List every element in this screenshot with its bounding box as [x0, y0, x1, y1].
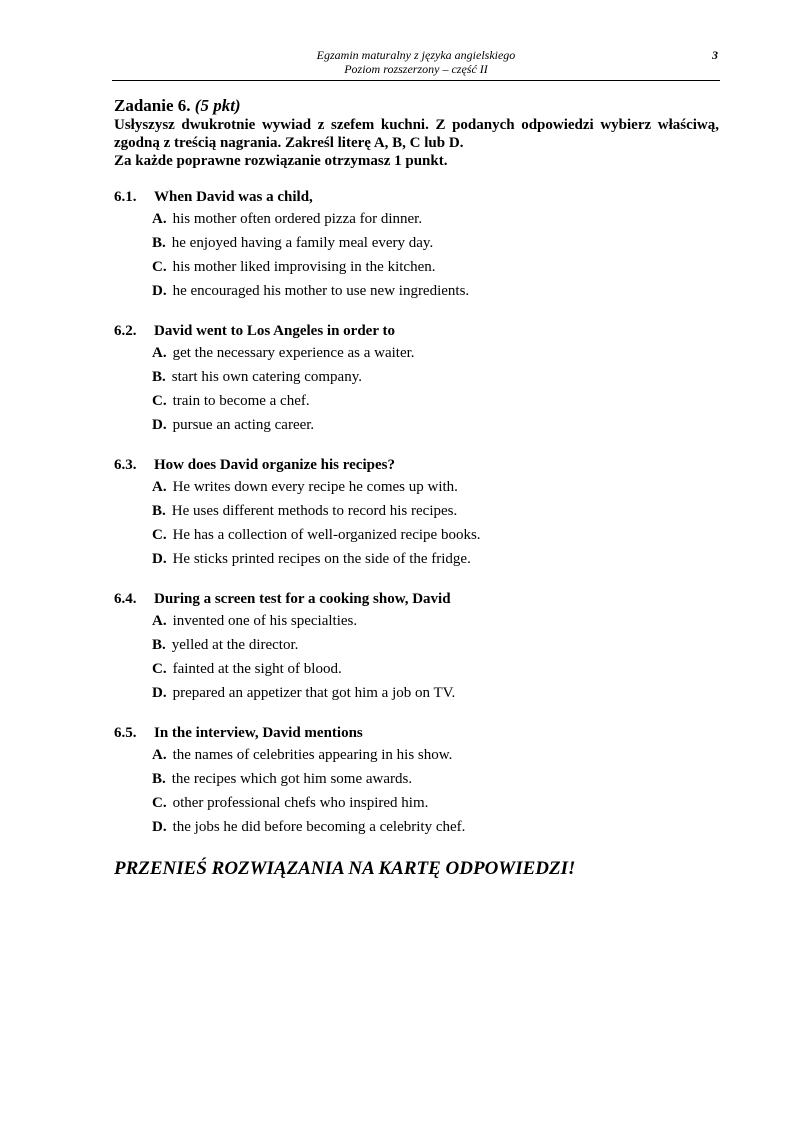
option-text: He uses different methods to record his recipes. — [171, 503, 458, 519]
question-list — [114, 187, 719, 839]
option-letter: A. — [152, 211, 167, 227]
task-section — [114, 96, 719, 857]
question-number: 6.3. — [114, 457, 137, 473]
option-d[interactable] — [152, 547, 719, 571]
option-text: train to become a chef. — [172, 393, 310, 409]
question-text: David went to Los Angeles in order to — [154, 323, 395, 339]
option-text: his mother liked improvising in the kitchen. — [172, 259, 436, 275]
question-6-1 — [114, 187, 719, 303]
option-letter: B. — [152, 771, 166, 787]
option-a[interactable] — [152, 609, 719, 633]
question-6-4 — [114, 589, 719, 705]
option-text: the names of celebrities appearing in his show. — [172, 747, 453, 763]
option-letter: D. — [152, 819, 167, 835]
question-stem — [114, 321, 719, 341]
option-b[interactable] — [152, 499, 719, 523]
page-number: 3 — [712, 48, 718, 62]
question-text: When David was a child, — [154, 189, 313, 205]
question-text: How does David organize his recipes? — [154, 457, 395, 473]
option-text: fainted at the sight of blood. — [172, 661, 342, 677]
question-stem — [114, 589, 719, 609]
option-c[interactable] — [152, 523, 719, 547]
option-text: he encouraged his mother to use new ingredients. — [172, 283, 470, 299]
task-title-label: Zadanie 6. — [114, 96, 191, 115]
option-letter: D. — [152, 283, 167, 299]
option-letter: D. — [152, 417, 167, 433]
option-text: his mother often ordered pizza for dinner. — [172, 211, 423, 227]
option-list — [152, 341, 719, 437]
option-text: invented one of his specialties. — [172, 613, 358, 629]
option-d[interactable] — [152, 413, 719, 437]
option-text: he enjoyed having a family meal every day. — [171, 235, 434, 251]
option-letter: C. — [152, 661, 167, 677]
option-letter: C. — [152, 527, 167, 543]
option-text: He writes down every recipe he comes up with. — [172, 479, 458, 495]
option-a[interactable] — [152, 475, 719, 499]
question-stem — [114, 723, 719, 743]
option-d[interactable] — [152, 279, 719, 303]
option-b[interactable] — [152, 767, 719, 791]
option-b[interactable] — [152, 365, 719, 389]
option-c[interactable] — [152, 389, 719, 413]
option-text: He sticks printed recipes on the side of the fridge. — [172, 551, 471, 567]
option-letter: A. — [152, 479, 167, 495]
option-b[interactable] — [152, 633, 719, 657]
question-number: 6.4. — [114, 591, 137, 607]
option-text: start his own catering company. — [171, 369, 362, 385]
option-letter: A. — [152, 747, 167, 763]
option-letter: C. — [152, 259, 167, 275]
option-list — [152, 207, 719, 303]
option-a[interactable] — [152, 341, 719, 365]
option-a[interactable] — [152, 743, 719, 767]
option-letter: D. — [152, 685, 167, 701]
header-line-level: Poziom rozszerzony – część II — [344, 62, 488, 76]
task-scoring-note: Za każde poprawne rozwiązanie otrzymasz 1 punkt. — [114, 153, 448, 169]
task-instruction: Usłyszysz dwukrotnie wywiad z szefem kuchni. Z podanych odpowiedzi wybierz właściwą, zgodną z treścią nagrania. Zakreśl literę A, B, C lub D. — [114, 117, 719, 151]
question-stem — [114, 187, 719, 207]
transfer-answers-note: PRZENIEŚ ROZWIĄZANIA NA KARTĘ ODPOWIEDZI! — [114, 858, 576, 879]
option-d[interactable] — [152, 815, 719, 839]
page-header — [112, 48, 720, 81]
question-6-5 — [114, 723, 719, 839]
option-text: the jobs he did before becoming a celebrity chef. — [172, 819, 466, 835]
option-a[interactable] — [152, 207, 719, 231]
option-letter: B. — [152, 369, 166, 385]
question-number: 6.5. — [114, 725, 137, 741]
option-text: He has a collection of well-organized recipe books. — [172, 527, 481, 543]
option-b[interactable] — [152, 231, 719, 255]
option-c[interactable] — [152, 657, 719, 681]
option-letter: D. — [152, 551, 167, 567]
question-number: 6.2. — [114, 323, 137, 339]
option-c[interactable] — [152, 791, 719, 815]
task-points: (5 pkt) — [194, 96, 241, 115]
option-list — [152, 609, 719, 705]
question-number: 6.1. — [114, 189, 137, 205]
option-text: yelled at the director. — [171, 637, 299, 653]
option-text: get the necessary experience as a waiter. — [172, 345, 415, 361]
option-letter: A. — [152, 613, 167, 629]
option-text: prepared an appetizer that got him a job on TV. — [172, 685, 456, 701]
option-letter: C. — [152, 393, 167, 409]
question-text: In the interview, David mentions — [154, 725, 363, 741]
header-title — [112, 48, 720, 76]
option-letter: B. — [152, 235, 166, 251]
option-text: the recipes which got him some awards. — [171, 771, 413, 787]
option-text: pursue an acting career. — [172, 417, 315, 433]
task-title — [114, 96, 719, 116]
option-c[interactable] — [152, 255, 719, 279]
option-letter: C. — [152, 795, 167, 811]
option-list — [152, 475, 719, 571]
question-text: During a screen test for a cooking show, David — [154, 591, 451, 607]
option-letter: B. — [152, 503, 166, 519]
question-6-3 — [114, 455, 719, 571]
question-6-2 — [114, 321, 719, 437]
question-stem — [114, 455, 719, 475]
option-text: other professional chefs who inspired him. — [172, 795, 429, 811]
header-line-exam: Egzamin maturalny z języka angielskiego — [316, 48, 516, 62]
option-letter: A. — [152, 345, 167, 361]
option-list — [152, 743, 719, 839]
option-d[interactable] — [152, 681, 719, 705]
option-letter: B. — [152, 637, 166, 653]
